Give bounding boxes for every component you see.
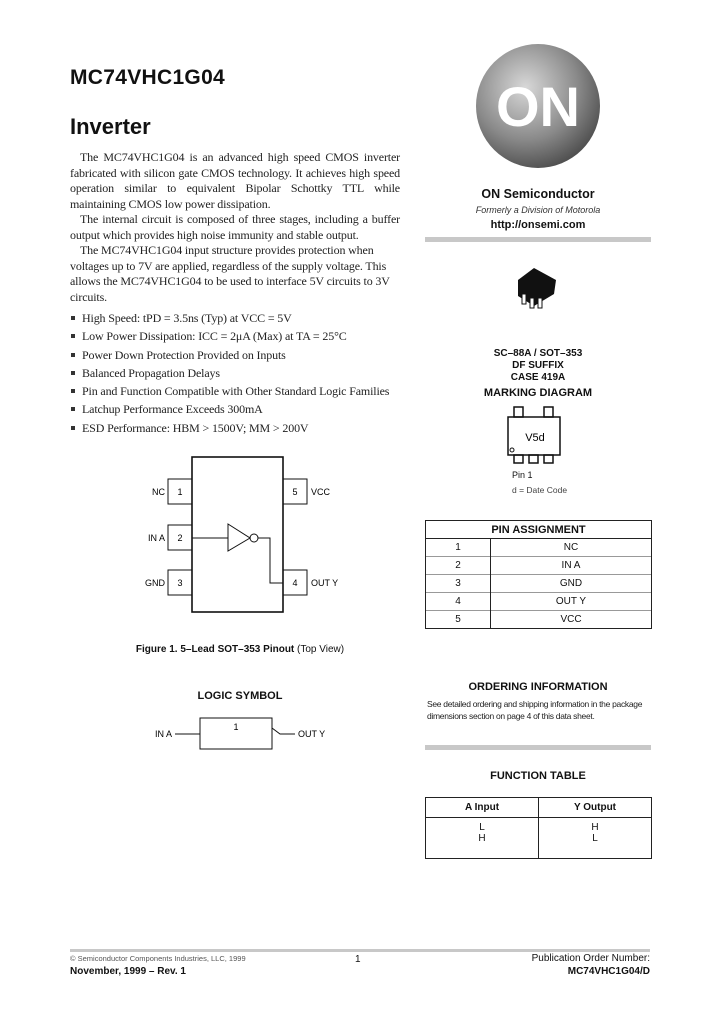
- logic-function: 1: [233, 722, 239, 732]
- on-logo: [474, 42, 602, 170]
- description-paragraph: The internal circuit is composed of three stages, including a buffer output which provides high noise immunity and stable output.: [70, 212, 400, 242]
- description-paragraph: The MC74VHC1G04 is an advanced high speed CMOS inverter fabricated with silicon gate CMOS technology. It achieves high speed operation similar to equivalent Bipolar Schottky TTL while maintaining CMOS low power dissipation.: [70, 150, 400, 211]
- inverter-icon: [228, 524, 250, 551]
- brand-url[interactable]: http://onsemi.com: [490, 219, 586, 231]
- table-row: [426, 818, 652, 834]
- ordering-title: ORDERING INFORMATION: [468, 681, 608, 693]
- feature-item: ESD Performance: HBM > 1500V; MM > 200V: [70, 419, 400, 437]
- logic-symbol-title: LOGIC SYMBOL: [197, 690, 283, 702]
- pin-label: IN A: [147, 533, 165, 543]
- pin-label: NC: [152, 487, 165, 497]
- cell: GND: [491, 575, 652, 593]
- ordering-text: See detailed ordering and shipping information in the package dimensions section on page 4 of this data sheet.: [427, 699, 643, 721]
- cell: H: [426, 833, 539, 859]
- package-line: DF SUFFIX: [512, 360, 564, 371]
- pin-label: OUT Y: [311, 578, 339, 588]
- feature-item: Latchup Performance Exceeds 300mA: [70, 400, 400, 418]
- table-row: [426, 833, 652, 859]
- page-number: 1: [355, 954, 361, 965]
- column-header: A Input: [426, 798, 539, 818]
- revision-date: November, 1999 – Rev. 1: [70, 966, 186, 977]
- cell: 2: [426, 557, 491, 575]
- feature-item: Low Power Dissipation: ICC = 2μA (Max) at TA = 25°C: [70, 327, 400, 345]
- table-row: [426, 557, 652, 575]
- package-line: CASE 419A: [510, 372, 566, 383]
- marking-diagram: [500, 405, 570, 465]
- pinout-diagram: [130, 450, 370, 615]
- package-info: [425, 348, 651, 384]
- feature-list: [70, 309, 400, 437]
- cell: OUT Y: [491, 593, 652, 611]
- description-paragraph: The MC74VHC1G04 input structure provides protection when voltages up to 7V are applied, regardless of the supply voltage. This allows the MC74VHC1G04 to be used to interface 5V circuits to 3V circuits.: [70, 243, 390, 304]
- cell: NC: [491, 539, 652, 557]
- copyright: © Semiconductor Components Industries, LLC, 1999: [70, 954, 246, 963]
- pin-number: 2: [177, 533, 183, 543]
- cell: L: [426, 818, 539, 834]
- cell: 1: [426, 539, 491, 557]
- divider: [425, 237, 651, 242]
- date-code-legend: d = Date Code: [512, 485, 568, 495]
- divider: [425, 745, 651, 750]
- marking-title: MARKING DIAGRAM: [483, 387, 593, 399]
- pin-number: 3: [177, 578, 183, 588]
- pin-label: VCC: [311, 487, 331, 497]
- pin-number: 1: [177, 487, 183, 497]
- function-table: [425, 797, 652, 859]
- cell: H: [539, 818, 652, 834]
- cell: 5: [426, 611, 491, 629]
- caption-rest: (Top View): [294, 644, 345, 655]
- logic-output-label: OUT Y: [298, 729, 326, 739]
- cell: 4: [426, 593, 491, 611]
- logic-symbol: [140, 712, 350, 757]
- cell: IN A: [491, 557, 652, 575]
- logo-text: ON: [496, 75, 580, 138]
- package-image: [514, 266, 564, 312]
- pin-number: 4: [292, 578, 298, 588]
- feature-item: Power Down Protection Provided on Inputs: [70, 346, 400, 364]
- table-row: [426, 575, 652, 593]
- pin-label: GND: [145, 578, 165, 588]
- pin1-label: Pin 1: [512, 470, 533, 480]
- column-header: Y Output: [539, 798, 652, 818]
- description: [70, 150, 400, 437]
- publication-label: Publication Order Number:: [531, 953, 650, 964]
- caption-bold: Figure 1. 5–Lead SOT–353 Pinout: [135, 644, 295, 655]
- marking-code: V5d: [525, 432, 545, 444]
- table-row: [426, 539, 652, 557]
- cell: VCC: [491, 611, 652, 629]
- page-subtitle: Inverter: [70, 114, 151, 139]
- cell: L: [539, 833, 652, 859]
- feature-item: Balanced Propagation Delays: [70, 364, 400, 382]
- table-row: [426, 611, 652, 629]
- package-line: SC–88A / SOT–353: [493, 348, 583, 359]
- brand-name: ON Semiconductor: [481, 187, 595, 201]
- figure-caption: [100, 644, 380, 655]
- logic-input-label: IN A: [154, 729, 172, 739]
- function-table-title: FUNCTION TABLE: [490, 770, 586, 782]
- feature-item: High Speed: tPD = 3.5ns (Typ) at VCC = 5V: [70, 309, 400, 327]
- pin-assignment-title: PIN ASSIGNMENT: [426, 521, 652, 539]
- footer-divider: [70, 949, 650, 952]
- feature-item: Pin and Function Compatible with Other Standard Logic Families: [70, 382, 400, 400]
- table-row: [426, 593, 652, 611]
- pin-assignment-table: [425, 520, 652, 629]
- brand-tagline: Formerly a Division of Motorola: [475, 205, 601, 215]
- part-number-title: MC74VHC1G04: [70, 66, 226, 89]
- cell: 3: [426, 575, 491, 593]
- pin-number: 5: [292, 487, 298, 497]
- publication-number: MC74VHC1G04/D: [567, 966, 650, 977]
